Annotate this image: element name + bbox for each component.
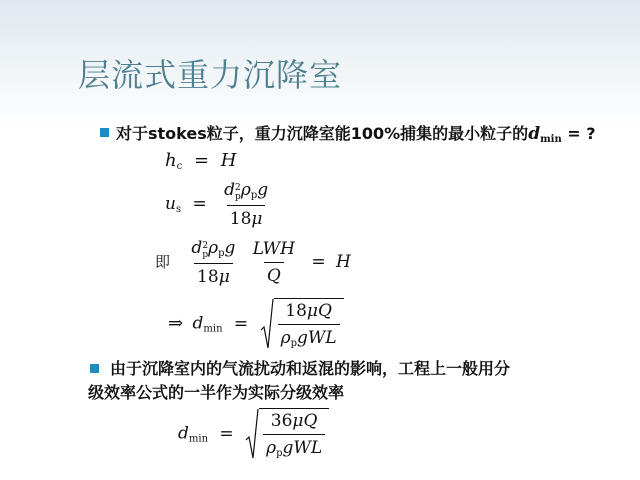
- bullet-question: [116, 121, 596, 145]
- bullet-note-line1: 由于沉降室内的气流扰动和返混的影响，工程上一般用分: [110, 359, 511, 378]
- equation-us: $u_s$ = d 2 p $\rho_pg$ 18μ: [165, 180, 274, 229]
- settling-velocity-fraction: d 2 p $\rho_pg$ 18μ: [224, 180, 269, 229]
- question-tail: = ?: [561, 124, 596, 143]
- dmin-symbol: $d_{min}$: [528, 124, 562, 145]
- equation-dmin-36: $d_{min}$ = $\frac{36\mu Q}{\rho_pgWL}$: [178, 408, 329, 460]
- bullet-marker: [90, 364, 99, 373]
- sqrt-36: $\frac{36\mu Q}{\rho_pgWL}$: [245, 408, 329, 460]
- equation-hc: $h_c = H$: [165, 150, 237, 172]
- time-fraction: $\frac{\text{LWH}}{Q}$: [252, 239, 295, 286]
- page-title: 层流式重力沉降室: [78, 56, 343, 94]
- velocity-fraction: d 2 p $\rho_pg$ 18μ: [191, 238, 236, 287]
- bullet-marker: [100, 128, 109, 137]
- bullet-note-line2: 级效率公式的一半作为实际分级效率: [88, 383, 345, 402]
- sqrt-18: $\frac{18\mu Q}{\rho_pgWL}$: [260, 298, 344, 350]
- equation-dmin-18: ⇒ $d_{min}$ = $\frac{18\mu Q}{\rho_pgWL}$: [168, 298, 344, 350]
- equation-balance: 即 d 2 p $\rho_pg$ 18μ $\frac{\text{LWH}}{Q}$ = H: [155, 238, 351, 287]
- bullet-question-text: 对于stokes粒子，重力沉降室能100%捕集的最小粒子的: [116, 124, 529, 143]
